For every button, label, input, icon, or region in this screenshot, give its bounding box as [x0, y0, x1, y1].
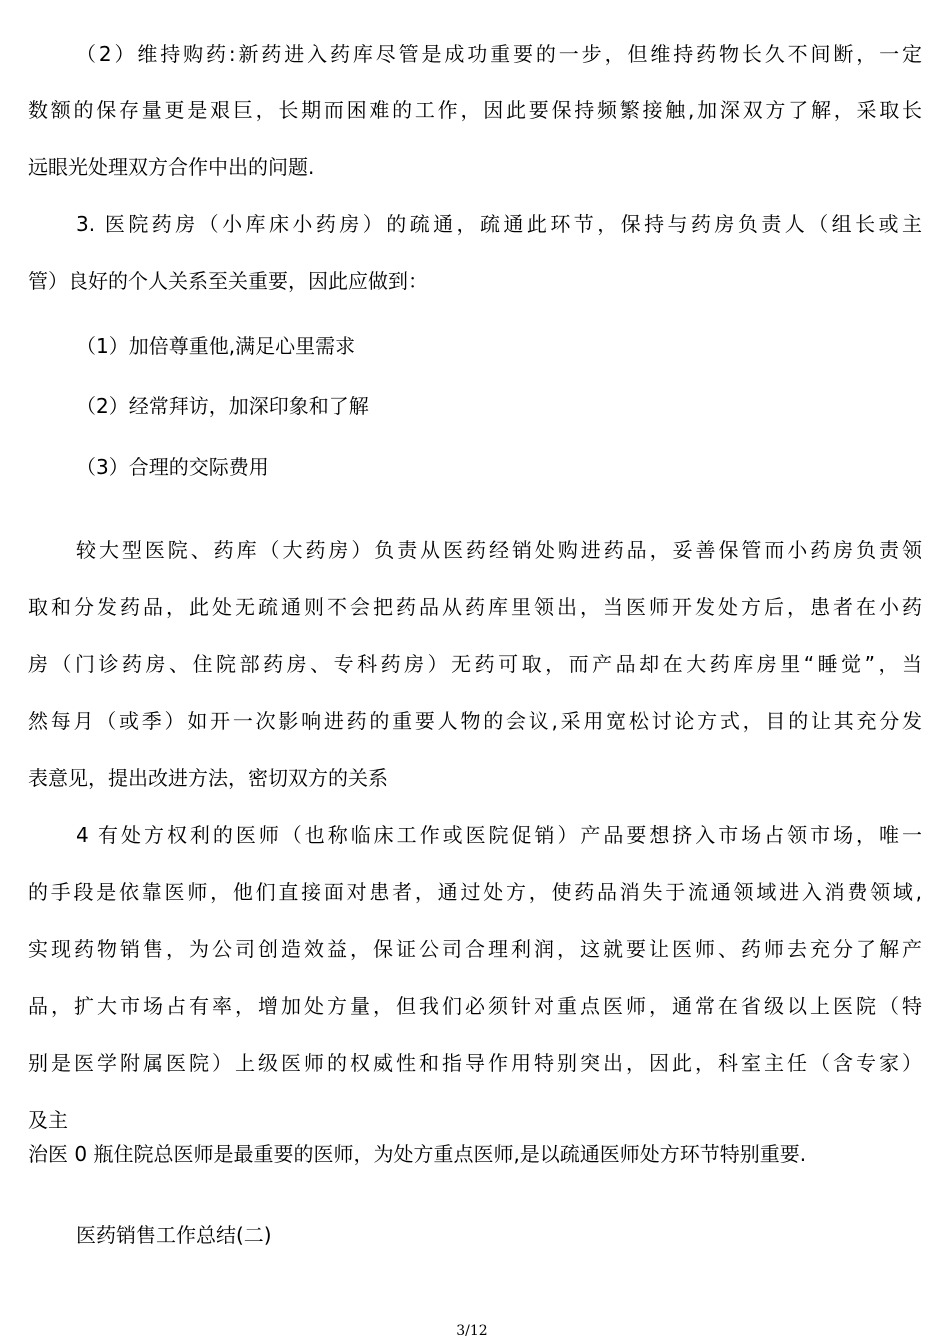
- list-item: （1）加倍尊重他,满足心里需求: [76, 334, 356, 358]
- paragraph-line: 房（门诊药房、住院部药房、专科药房）无药可取，而产品却在大药库房里“睡觉”，当: [28, 652, 922, 676]
- paragraph-line: 较大型医院、药库（大药房）负责从医药经销处购进药品，妥善保管而小药房负责领: [76, 538, 922, 562]
- paragraph-line: 管）良好的个人关系至关重要，因此应做到：: [28, 269, 428, 293]
- paragraph-line: 4 有处方权利的医师（也称临床工作或医院促销）产品要想挤入市场占领市场，唯一: [76, 823, 922, 847]
- list-item: （2）经常拜访，加深印象和了解: [76, 394, 369, 418]
- paragraph-line: 及主: [28, 1108, 68, 1132]
- paragraph-line: 品，扩大市场占有率，增加处方量，但我们必须针对重点医师，通常在省级以上医院（特: [28, 994, 922, 1018]
- page-number: 3/12: [456, 1323, 488, 1339]
- paragraph-line: 然每月（或季）如开一次影响进药的重要人物的会议,采用宽松讨论方式，目的让其充分发: [28, 709, 922, 733]
- paragraph-line: 3. 医院药房（小库床小药房）的疏通，疏通此环节，保持与药房负责人（组长或主: [76, 212, 922, 236]
- paragraph-line: 的手段是依靠医师，他们直接面对患者，通过处方，使药品消失于流通领域进入消费领域,: [28, 880, 922, 904]
- paragraph-line: 表意见，提出改进方法，密切双方的关系: [28, 766, 388, 790]
- section-heading: 医药销售工作总结(二): [76, 1223, 272, 1247]
- paragraph-line: 远眼光处理双方合作中出的问题.: [28, 155, 315, 179]
- paragraph-line: （2）维持购药:新药进入药库尽管是成功重要的一步，但维持药物长久不间断，一定: [76, 42, 922, 66]
- paragraph-line: 别是医学附属医院）上级医师的权威性和指导作用特别突出，因此，科室主任（含专家）: [28, 1051, 922, 1075]
- paragraph-line: 取和分发药品，此处无疏通则不会把药品从药库里领出，当医师开发处方后，患者在小药: [28, 595, 922, 619]
- paragraph-line: 治医 0 瓶住院总医师是最重要的医师，为处方重点医师,是以疏通医师处方环节特别重要.: [28, 1142, 807, 1166]
- paragraph-line: 实现药物销售，为公司创造效益，保证公司合理利润，这就要让医师、药师去充分了解产: [28, 937, 922, 961]
- list-item: （3）合理的交际费用: [76, 455, 269, 479]
- paragraph-line: 数额的保存量更是艰巨，长期而困难的工作，因此要保持频繁接触,加深双方了解，采取长: [28, 98, 922, 122]
